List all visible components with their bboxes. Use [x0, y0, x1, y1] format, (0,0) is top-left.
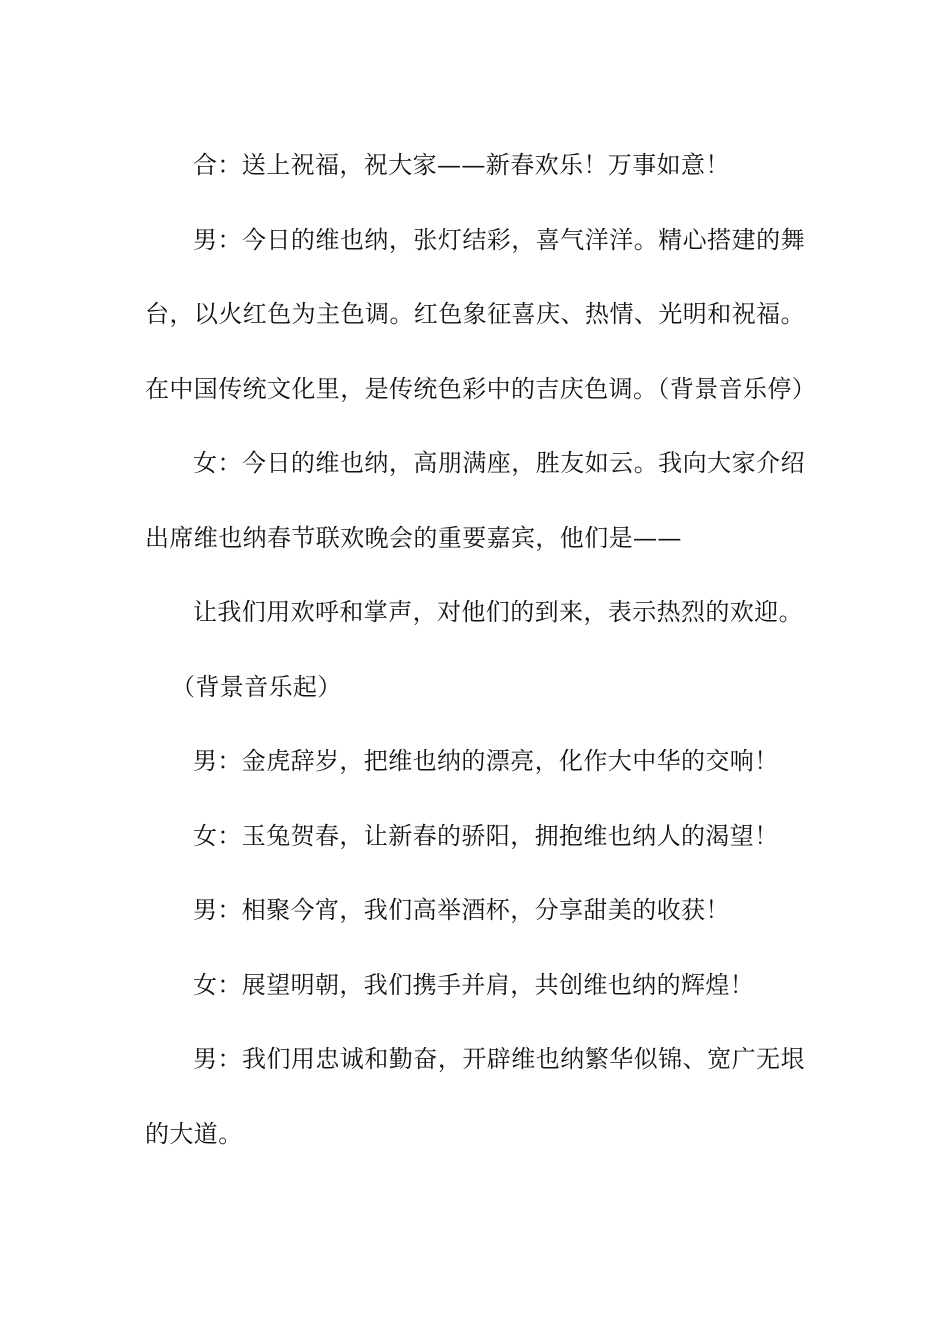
paragraph-9: 女：展望明朝，我们携手并肩，共创维也纳的辉煌！ — [193, 970, 755, 999]
paragraph-5: （背景音乐起） — [171, 672, 342, 701]
paragraph-1: 合：送上祝福，祝大家——新春欢乐！万事如意！ — [193, 151, 730, 179]
paragraph-10: 男：我们用忠诚和勤奋，开辟维也纳繁华似锦、宽广无垠的大道。 — [145, 1045, 805, 1148]
paragraph-4: 让我们用欢呼和掌声，对他们的到来，表示热烈的欢迎。 — [193, 598, 803, 626]
paragraph-8: 男：相聚今宵，我们高举酒杯，分享甜美的收获！ — [193, 896, 730, 924]
document-body — [145, 128, 817, 1171]
paragraph-6: 男：金虎辞岁，把维也纳的漂亮，化作大中华的交响！ — [193, 747, 779, 775]
paragraph-2: 男：今日的维也纳，张灯结彩，喜气洋洋。精心搭建的舞台，以火红色为主色调。红色象征喜庆、热情、光明和祝福。在中国传统文化里，是传统色彩中的吉庆色调。（背景音乐停） — [145, 225, 817, 403]
paragraph-7: 女：玉兔贺春，让新春的骄阳，拥抱维也纳人的渴望！ — [193, 821, 779, 850]
paragraph-3: 女：今日的维也纳，高朋满座，胜友如云。我向大家介绍出席维也纳春节联欢晚会的重要嘉宾，他们是—— — [145, 449, 805, 552]
